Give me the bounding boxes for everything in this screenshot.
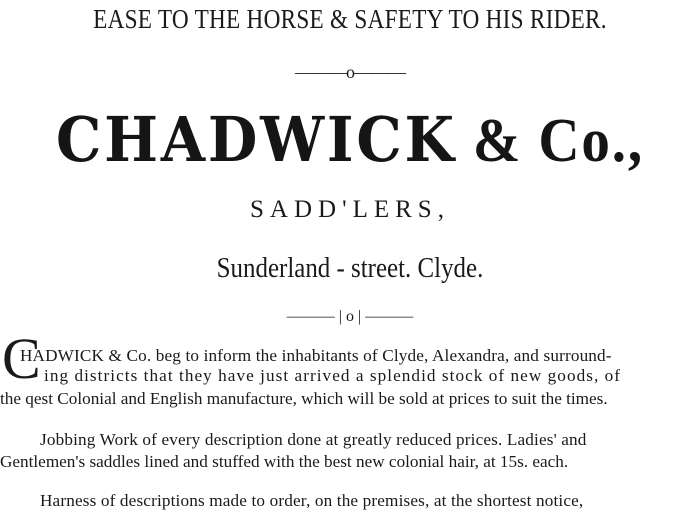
address: Sunderland - street. Clyde.	[216, 252, 484, 284]
firm-name	[28, 103, 672, 177]
ornamental-divider-top: ———o———	[295, 62, 405, 82]
body-line-1: HADWICK & Co. beg to inform the inhabitants of Clyde, Alexandra, and surround-	[20, 346, 612, 365]
body-line-2: ing districts that they have just arrived a splendid stock of new goods, of	[44, 366, 622, 385]
body-line-3: the qest Colonial and English manufacture, which will be sold at prices to suit the times.	[0, 389, 608, 408]
firm-name-main: CHADWICK	[56, 103, 457, 176]
firm-name-suffix: & Co.,	[456, 107, 644, 175]
drop-cap: C	[2, 326, 41, 391]
headline: EASE TO THE HORSE & SAFETY TO HIS RIDER.	[93, 4, 607, 34]
body-line-5: Gentlemen's saddles lined and stuffed with the best new colonial hair, at 15s. each.	[0, 452, 569, 471]
body-line-4: Jobbing Work of every description done at greatly reduced prices. Ladies' and	[40, 430, 587, 449]
ornamental-divider-mid: ——— | o | ———	[286, 308, 414, 325]
body-line-6: Harness of descriptions made to order, on the premises, at the shortest notice,	[40, 491, 584, 510]
trade-title: SADD'LERS,	[250, 196, 450, 223]
